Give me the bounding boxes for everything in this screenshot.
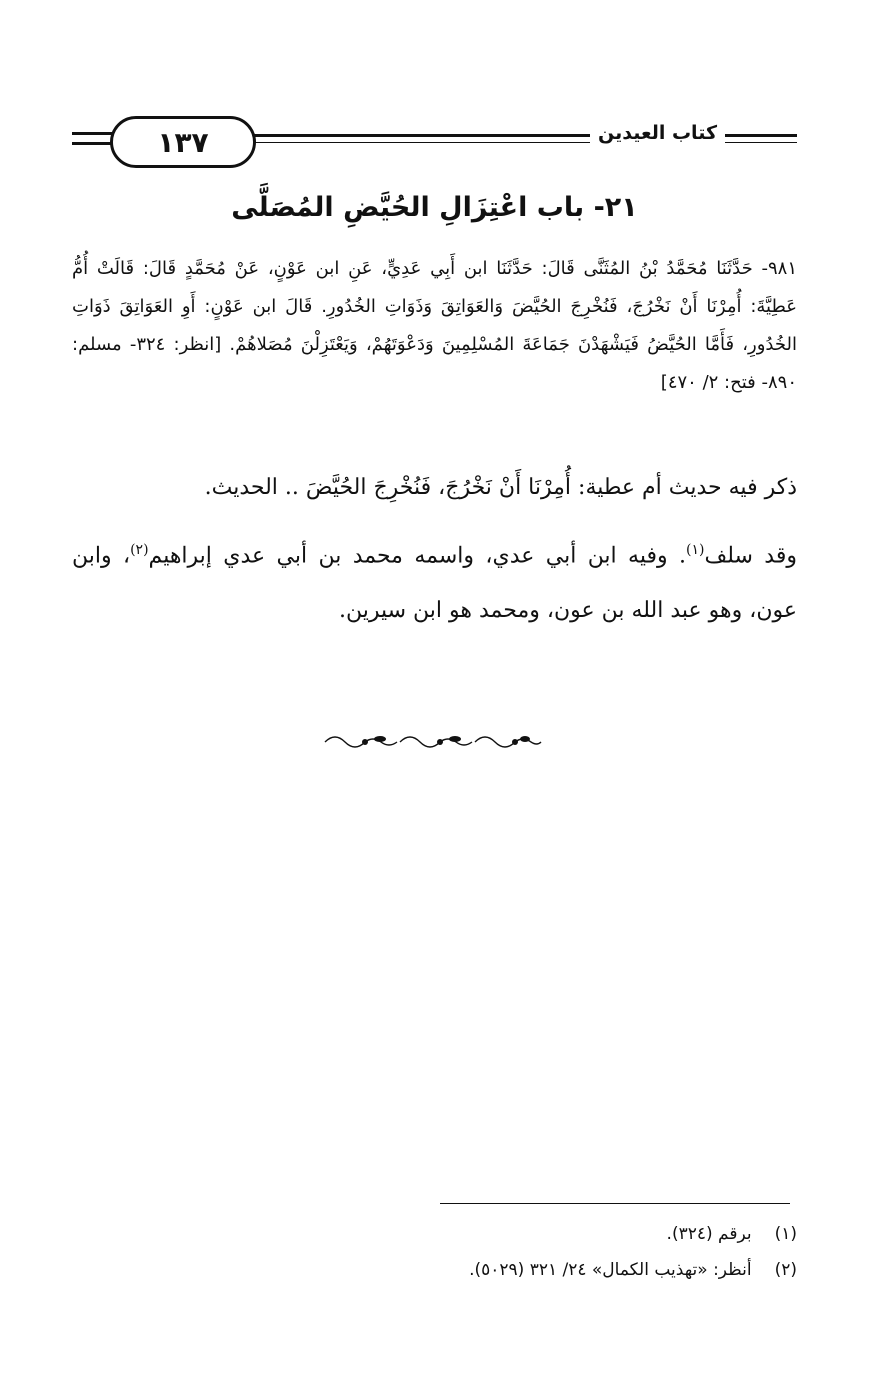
commentary-paragraph-2 (72, 523, 797, 638)
commentary (72, 460, 797, 646)
header-rule-left (72, 132, 112, 135)
page-header (72, 108, 797, 170)
commentary-text: وقد سلف (704, 543, 797, 569)
running-head: كتاب العيدين (590, 122, 725, 144)
commentary-text: ، وابن عون، وهو عبد الله بن عون، ومحمد هو ابن سيرين. (72, 543, 797, 624)
commentary-paragraph-1: ذكر فيه حديث أم عطية: أُمِرْنَا أَنْ نَخْرُجَ، فَنُخْرِجَ الحُيَّضَ .. الحديث. (204, 475, 797, 500)
footnote-ref-1: (١) (685, 542, 705, 558)
footnote-ref-2: (٢) (130, 542, 149, 558)
section-ornament (320, 730, 545, 754)
hadith-text: ٩٨١- حَدَّثَنَا مُحَمَّدُ بْنُ المُثَنَّى قَالَ: حَدَّثَنَا ابن أَبِي عَدِيٍّ، عَنِ ابن عَوْنٍ، عَنْ مُحَمَّدٍ قَالَ: قَالَتْ أُمُّ عَطِيَّةَ: أُمِرْنَا أَنْ نَخْرُجَ، فَنُخْرِجَ الحُيَّضَ وَالعَوَاتِقَ وَذَوَاتِ الخُدُورِ. قَالَ ابن عَوْنٍ: أَوِ العَوَاتِقَ ذَوَاتِ الخُدُورِ، فَأَمَّا الحُيَّضُ فَيَشْهَدْنَ جَمَاعَةَ المُسْلِمِينَ وَدَعْوَتَهُمْ، وَيَعْتَزِلْنَ مُصَلاهُمْ. [انظر: ٣٢٤- مسلم: ٨٩٠- فتح: ٢/ ٤٧٠] (72, 258, 797, 393)
page-number: ١٣٧ (110, 116, 256, 168)
footnote-separator (440, 1203, 790, 1204)
footnote-text: أنظر: «تهذيب الكمال» ٢٤/ ٣٢١ (٥٠٢٩). (469, 1260, 752, 1280)
commentary-text: . وفيه ابن أبي عدي، واسمه محمد بن أبي عدي إبراهيم (148, 543, 686, 569)
footnotes (72, 1216, 797, 1288)
footnote-item (72, 1252, 797, 1288)
chapter-title: ٢١- باب اعْتِزَالِ الحُيَّضِ المُصَلَّى (231, 192, 638, 223)
header-rule-left-lower (72, 142, 112, 145)
footnote-number: (١) (774, 1224, 797, 1244)
footnote-item (72, 1216, 797, 1252)
footnote-number: (٢) (774, 1260, 797, 1280)
footnote-text: برقم (٣٢٤). (666, 1224, 752, 1244)
